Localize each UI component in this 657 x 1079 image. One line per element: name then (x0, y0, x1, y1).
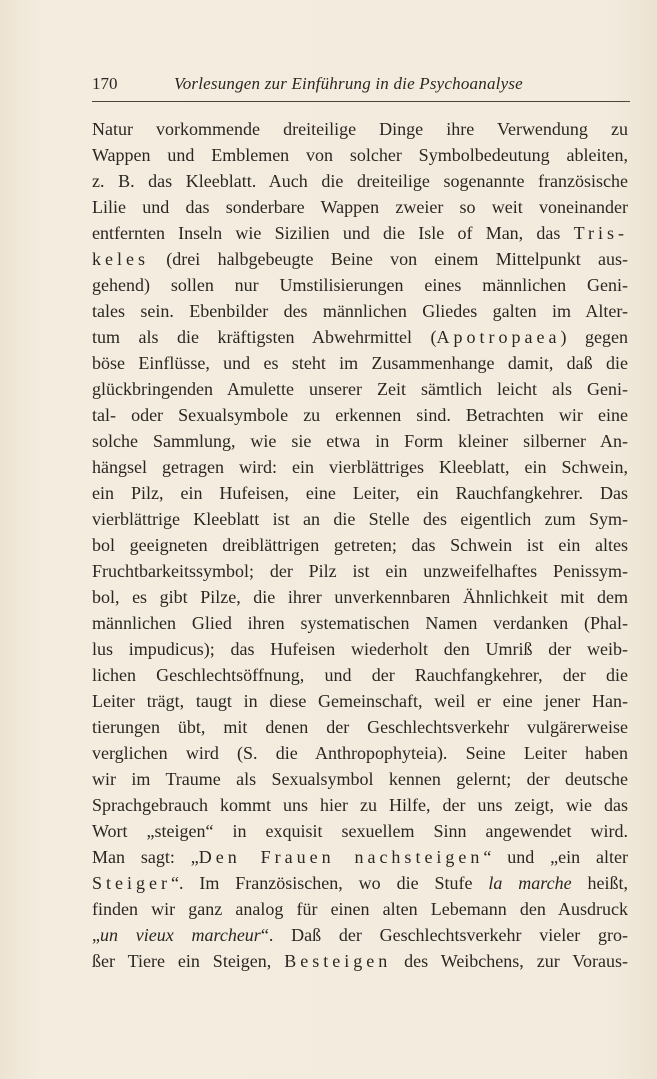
text-line-33: ßer Tiere ein Steigen, Besteigen des Weibchens, zur Voraus- (92, 951, 628, 971)
body-text (92, 116, 628, 974)
page-number: 170 (92, 74, 118, 93)
text-line-12: tal- oder Sexualsymbole zu erkennen sind. Betrachten wir eine (92, 405, 628, 425)
text-line-25: verglichen wird (S. die Anthropophyteia). Seine Leiter haben (92, 743, 628, 763)
text-line-18: Fruchtbarkeitssymbol; der Pilz ist ein unzweifelhaftes Penissym- (92, 561, 628, 581)
text-line-6: keles (drei halbgebeugte Beine von einem Mittelpunkt aus- (92, 249, 628, 269)
text-line-32: „un vieux marcheur“. Daß der Geschlechtsverkehr vieler gro- (92, 925, 628, 945)
text-line-24: tierungen übt, mit denen der Geschlechtsverkehr vulgärerweise (92, 717, 628, 737)
text-line-21: lus impudicus); das Hufeisen wiederholt den Umriß der weib- (92, 639, 628, 659)
spaced-emphasis: Tris- (573, 223, 628, 243)
text-line-28: Wort „steigen“ in exquisit sexuellem Sinn angewendet wird. (92, 821, 628, 841)
page-header (92, 72, 630, 100)
text-line-23: Leiter trägt, taugt in diese Gemeinschaft, weil er eine jener Han- (92, 691, 628, 711)
text-line-7: gehend) sollen nur Umstilisierungen eines männlichen Geni- (92, 275, 628, 295)
text-line-17: bol geeigneten dreiblättrigen getreten; das Schwein ist ein altes (92, 535, 628, 555)
text-line-16: vierblättrige Kleeblatt ist an die Stelle des eigentlich zum Sym- (92, 509, 628, 529)
spaced-emphasis: Besteigen (284, 951, 392, 971)
italic-emphasis: la marche (488, 873, 572, 893)
spaced-emphasis: Apotropaea (436, 327, 561, 347)
text-line-27: Sprachgebrauch kommt uns hier zu Hilfe, der uns zeigt, wie das (92, 795, 628, 815)
text-line-22: lichen Geschlechtsöffnung, und der Rauchfangkehrer, der die (92, 665, 628, 685)
running-title: Vorlesungen zur Einführung in die Psychoanalyse (174, 74, 523, 93)
spaced-emphasis: Den Frauen nachsteigen (198, 847, 484, 867)
text-line-30: Steiger“. Im Französischen, wo die Stufe la marche heißt, (92, 873, 628, 893)
text-line-15: ein Pilz, ein Hufeisen, eine Leiter, ein Rauchfangkehrer. Das (92, 483, 628, 503)
spaced-emphasis: keles (92, 249, 149, 269)
text-line-8: tales sein. Ebenbilder des männlichen Gliedes galten im Alter- (92, 301, 628, 321)
text-line-14: hängsel getragen wird: ein vierblättriges Kleeblatt, ein Schwein, (92, 457, 628, 477)
text-line-20: männlichen Glied ihren systematischen Namen verdanken (Phal- (92, 613, 628, 633)
text-line-11: glückbringenden Amulette unserer Zeit sämtlich leicht als Geni- (92, 379, 628, 399)
text-line-29: Man sagt: „Den Frauen nachsteigen“ und „ein alter (92, 847, 628, 867)
italic-emphasis: un vieux marcheur (100, 925, 261, 945)
text-line-5: entfernten Inseln wie Sizilien und die Isle of Man, das Tris- (92, 223, 628, 243)
text-line-9: tum als die kräftigsten Abwehrmittel (Apotropaea) gegen (92, 327, 628, 347)
text-line-26: wir im Traume als Sexualsymbol kennen gelernt; der deutsche (92, 769, 628, 789)
text-line-3: z. B. das Kleeblatt. Auch die dreiteilige sogenannte französische (92, 171, 628, 191)
text-line-13: solche Sammlung, wie sie etwa in Form kleiner silberner An- (92, 431, 628, 451)
spaced-emphasis: Steiger (92, 873, 171, 893)
text-line-2: Wappen und Emblemen von solcher Symbolbedeutung ableiten, (92, 145, 628, 165)
text-line-4: Lilie und das sonderbare Wappen zweier so weit voneinander (92, 197, 628, 217)
text-line-1: Natur vorkommende dreiteilige Dinge ihre Verwendung zu (92, 119, 628, 139)
text-line-31: finden wir ganz analog für einen alten Lebemann den Ausdruck (92, 899, 628, 919)
text-line-10: böse Einflüsse, und es steht im Zusammenhange damit, daß die (92, 353, 628, 373)
header-rule (92, 101, 630, 102)
text-line-19: bol, es gibt Pilze, die ihrer unverkennbaren Ähnlichkeit mit dem (92, 587, 628, 607)
